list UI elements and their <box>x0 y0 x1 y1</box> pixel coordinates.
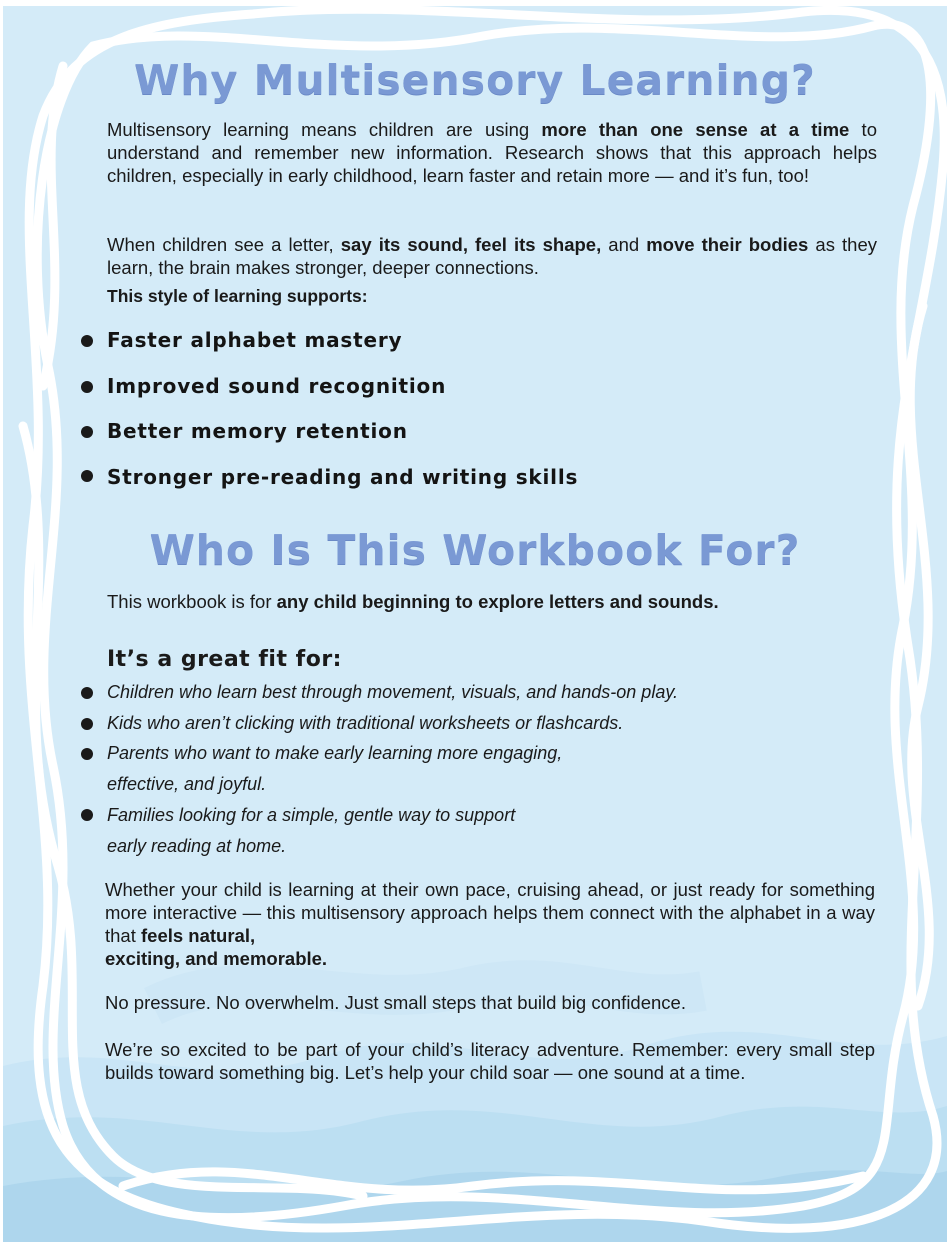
workbook-page <box>3 6 947 1242</box>
bullet-dot-icon <box>81 426 93 438</box>
list-item: Children who learn best through movement, visuals, and hands-on play. <box>107 682 678 702</box>
audience-intro: This workbook is for any child beginning to explore letters and sounds. <box>107 591 719 612</box>
bullet-dot-icon <box>81 470 93 482</box>
no-pressure-line: No pressure. No overwhelm. Just small steps that build big confidence. <box>105 992 686 1013</box>
list-item: Families looking for a simple, gentle way to support <box>107 805 516 825</box>
fit-heading: It’s a great fit for: <box>107 647 342 672</box>
list-item: Faster alphabet mastery <box>107 328 403 352</box>
supports-label: This style of learning supports: <box>107 286 368 306</box>
whether-paragraph: Whether your child is learning at their own pace, cruising ahead, or just ready for something more interactive — this multisensory approach helps them connect with the alphabet in a way that feels natural, exciting, and memorable. <box>105 879 875 969</box>
list-item: Better memory retention <box>107 419 408 443</box>
senses-paragraph: When children see a letter, say its sound, feel its shape, and move their bodies as they learn, the brain makes stronger, deeper connections. <box>107 234 877 278</box>
list-item: Stronger pre-reading and writing skills <box>107 465 579 489</box>
section-title: Who Is This Workbook For? <box>149 526 801 574</box>
intro-paragraph: Multisensory learning means children are using more than one sense at a time to understand and remember new information. Research shows that this approach helps children, especially in early childhood, learn faster and retain more — and it’s fun, too! <box>107 119 877 186</box>
bullet-dot-icon <box>81 748 93 760</box>
closing-paragraph: We’re so excited to be part of your child’s literacy adventure. Remember: every small step builds toward something big. Let’s help your child soar — one sound at a time. <box>105 1039 875 1083</box>
list-item-continuation: early reading at home. <box>107 836 287 856</box>
bullet-dot-icon <box>81 381 93 393</box>
bullet-dot-icon <box>81 809 93 821</box>
bullet-dot-icon <box>81 335 93 347</box>
list-item: Improved sound recognition <box>107 374 447 398</box>
list-item: Kids who aren’t clicking with traditional worksheets or flashcards. <box>107 713 624 733</box>
bullet-dot-icon <box>81 687 93 699</box>
list-item-continuation: effective, and joyful. <box>107 774 267 794</box>
list-item: Parents who want to make early learning more engaging, <box>107 743 563 763</box>
page-title: Why Multisensory Learning? <box>134 56 816 104</box>
bullet-dot-icon <box>81 718 93 730</box>
